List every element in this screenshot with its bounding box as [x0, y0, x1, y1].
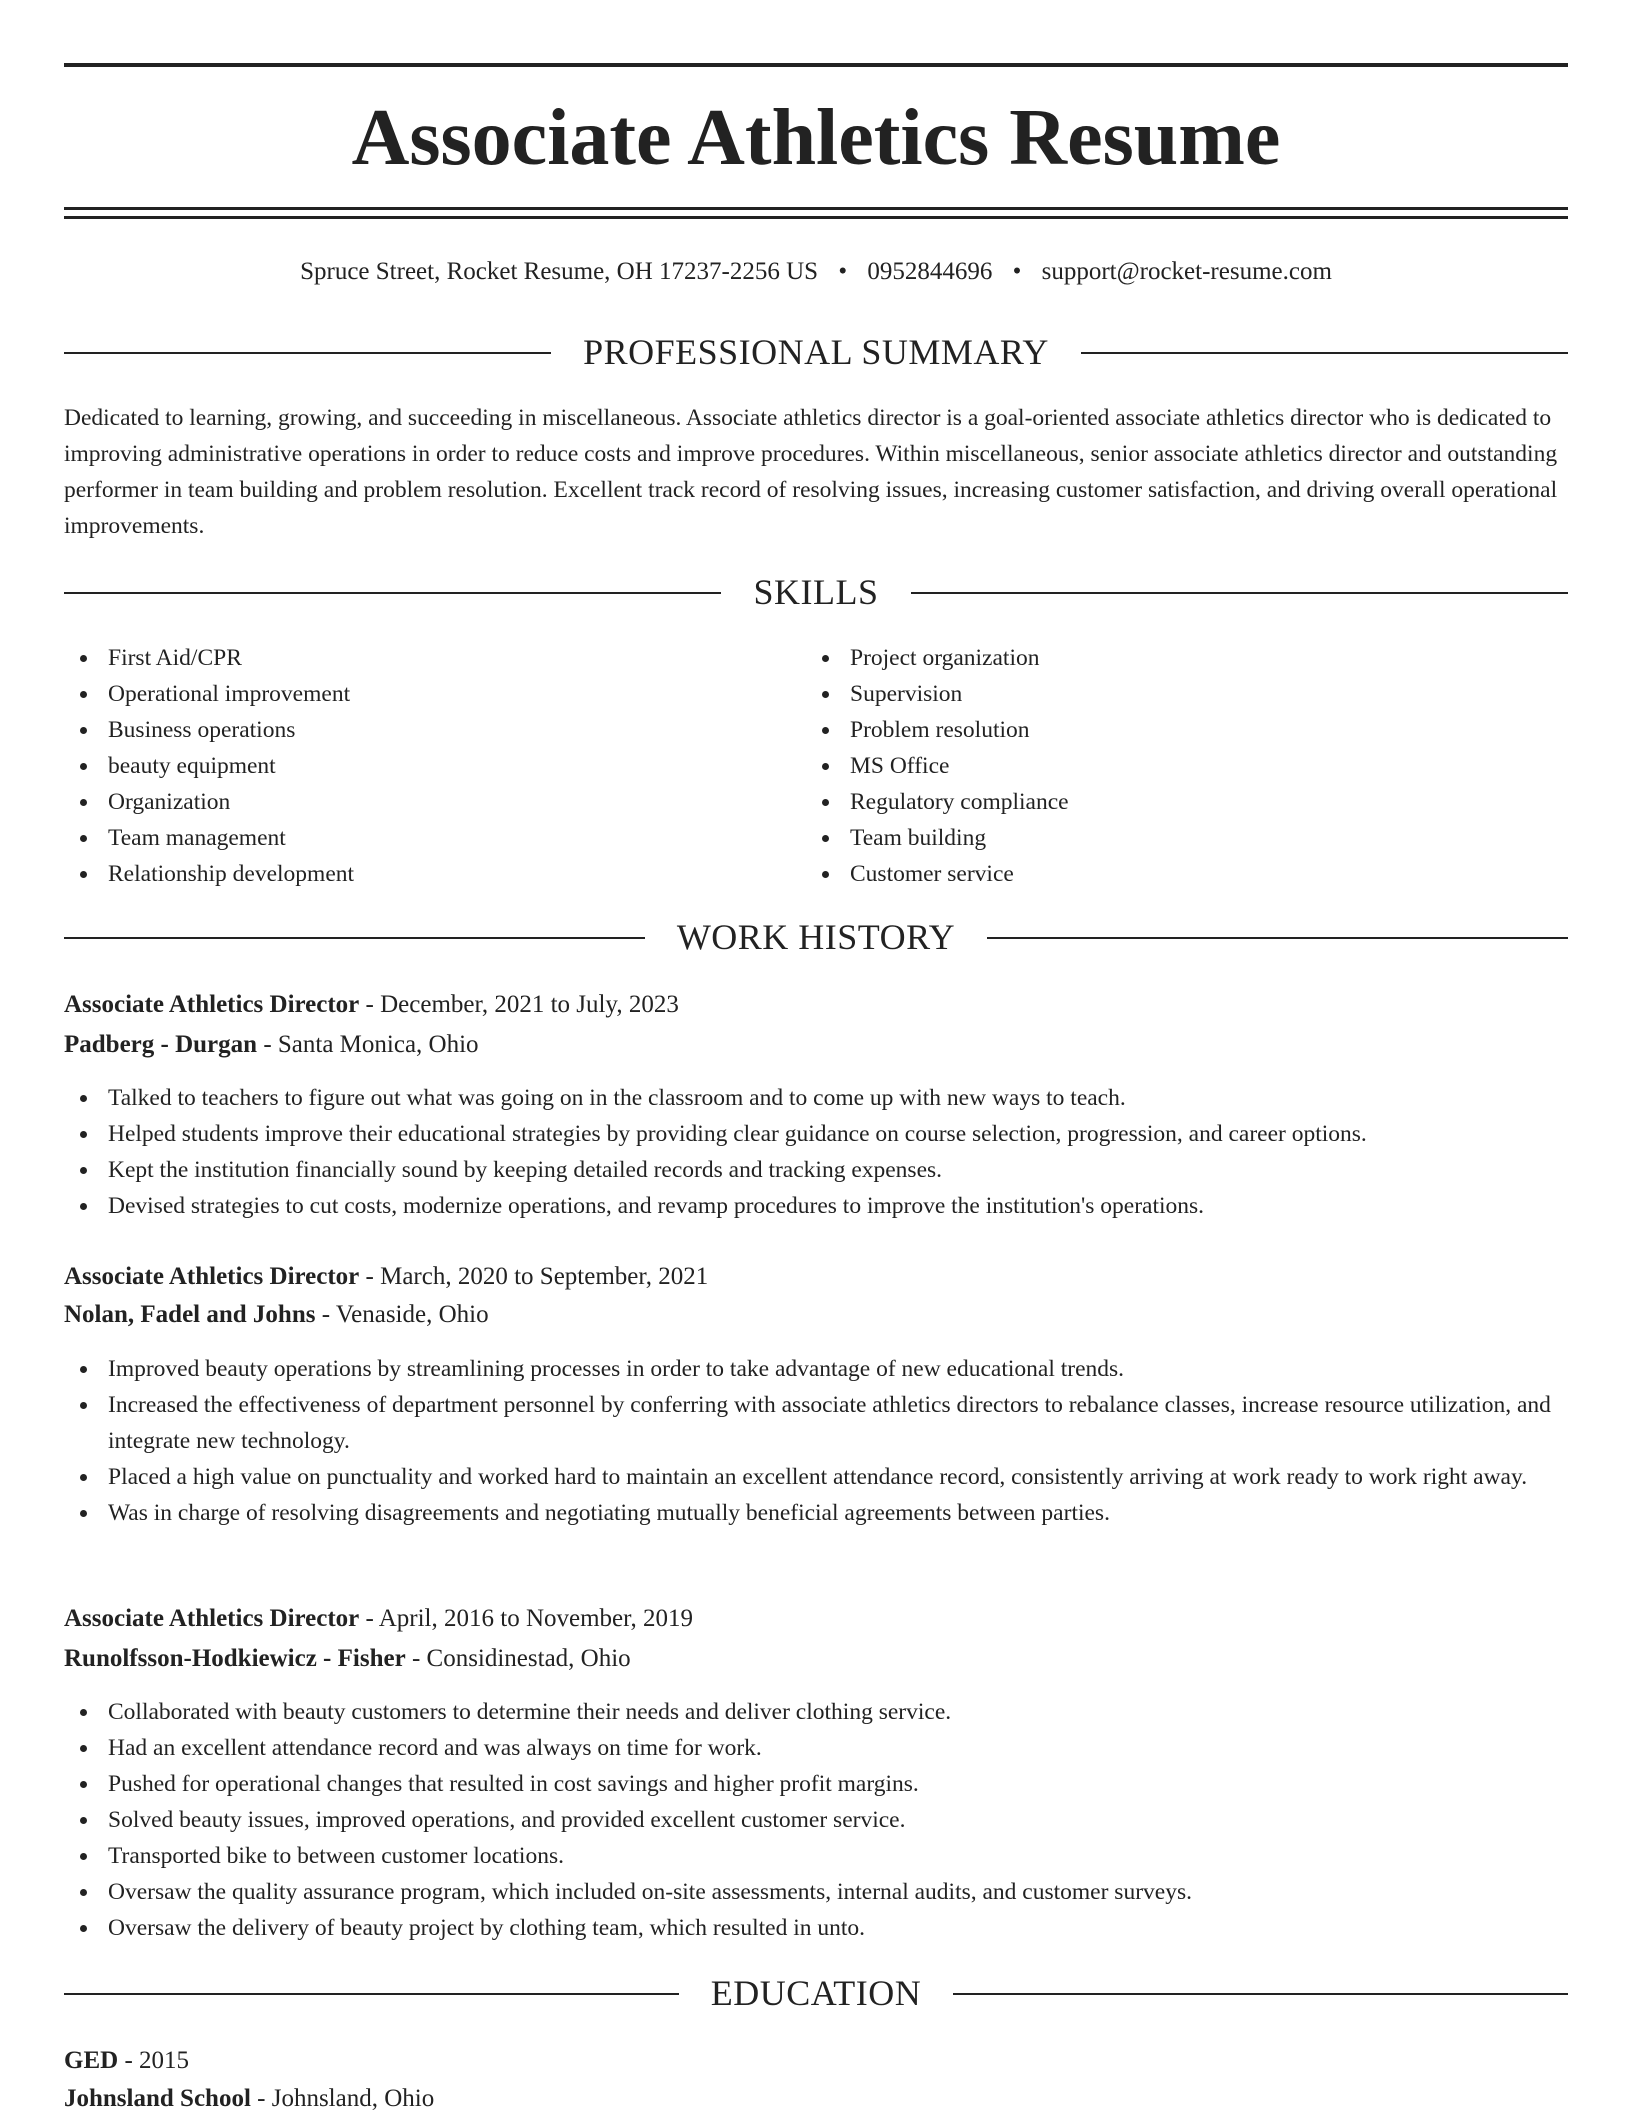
job-company: Runolfsson-Hodkiewicz - Fisher: [64, 1645, 406, 1672]
job-company: Padberg - Durgan: [64, 1031, 258, 1058]
contact-phone: 0952844696: [867, 258, 993, 285]
skill-item: Supervision: [806, 676, 1546, 712]
contact-address: Spruce Street, Rocket Resume, OH 17237-2256 US: [300, 258, 819, 285]
job-title-line: [64, 1601, 693, 1637]
skill-item: Business operations: [64, 712, 804, 748]
job-title: Associate Athletics Director: [64, 1605, 360, 1632]
skill-item: Organization: [64, 784, 804, 820]
job-dates: - April, 2016 to November, 2019: [365, 1605, 693, 1632]
job-bullet: Had an excellent attendance record and was always on time for work.: [64, 1730, 1568, 1766]
contact-separator: •: [838, 258, 848, 285]
skill-item: beauty equipment: [64, 748, 804, 784]
title-rule-upper: [64, 207, 1568, 210]
skill-item: Team management: [64, 820, 804, 856]
education-heading: [64, 1973, 1568, 2013]
job-bullet: Was in charge of resolving disagreements and negotiating mutually beneficial agreements between parties.: [64, 1495, 1568, 1531]
education-school: Johnsland School: [64, 2085, 251, 2112]
skills-heading-label: SKILLS: [721, 572, 910, 612]
job-company-line: [64, 1027, 479, 1063]
job-bullet: Solved beauty issues, improved operations, and provided excellent customer service.: [64, 1802, 1568, 1838]
skill-item: Project organization: [806, 640, 1546, 676]
skill-item: Operational improvement: [64, 676, 804, 712]
job-company-line: [64, 1641, 631, 1677]
education-year: - 2015: [124, 2047, 190, 2074]
job-title-line: [64, 987, 679, 1023]
job-bullet: Oversaw the quality assurance program, which included on-site assessments, internal audits, and customer surveys.: [64, 1874, 1568, 1910]
job-location: - Considinestad, Ohio: [411, 1645, 631, 1672]
skill-item: Customer service: [806, 856, 1546, 892]
job-location: - Santa Monica, Ohio: [263, 1031, 479, 1058]
job-bullet: Talked to teachers to figure out what was going on in the classroom and to come up with new ways to teach.: [64, 1080, 1568, 1116]
job-bullets: [64, 1694, 1568, 1946]
job-bullets: [64, 1351, 1568, 1531]
skill-item: First Aid/CPR: [64, 640, 804, 676]
job-title-line: [64, 1259, 708, 1295]
job-title: Associate Athletics Director: [64, 1263, 360, 1290]
contact-line: [64, 255, 1568, 289]
education-heading-label: EDUCATION: [679, 1973, 953, 2013]
skills-heading: [64, 572, 1568, 612]
skills-list-right: [806, 640, 1546, 892]
work-heading-label: WORK HISTORY: [645, 917, 987, 957]
job-dates: - March, 2020 to September, 2021: [365, 1263, 709, 1290]
education-degree: GED: [64, 2047, 119, 2074]
contact-separator: •: [1012, 258, 1022, 285]
education-school-line: [64, 2081, 434, 2112]
job-bullet: Improved beauty operations by streamlining processes in order to take advantage of new educational trends.: [64, 1351, 1568, 1387]
skill-item: MS Office: [806, 748, 1546, 784]
education-location: - Johnsland, Ohio: [257, 2085, 435, 2112]
work-heading: [64, 917, 1568, 957]
summary-text: Dedicated to learning, growing, and succeeding in miscellaneous. Associate athletics director is a goal-oriented associate athletics director who is dedicated to improving administrative operations in order to reduce costs and improve procedures. Within miscellaneous, senior associate athletics director and outstanding performer in team building and problem resolution. Excellent track record of resolving issues, increasing customer satisfaction, and driving overall operational improvements.: [64, 405, 1558, 539]
job-bullet: Increased the effectiveness of department personnel by conferring with associate athletics directors to rebalance classes, increase resource utilization, and integrate new technology.: [64, 1387, 1568, 1459]
summary-heading: [64, 332, 1568, 372]
job-title: Associate Athletics Director: [64, 991, 360, 1018]
skills-list-left: [64, 640, 804, 892]
job-bullet: Pushed for operational changes that resulted in cost savings and higher profit margins.: [64, 1766, 1568, 1802]
summary-heading-label: PROFESSIONAL SUMMARY: [551, 332, 1081, 372]
job-dates: - December, 2021 to July, 2023: [365, 991, 679, 1018]
skill-item: Team building: [806, 820, 1546, 856]
skill-item: Relationship development: [64, 856, 804, 892]
contact-email: support@rocket-resume.com: [1041, 258, 1332, 285]
resume-title: Associate Athletics Resume: [351, 94, 1281, 182]
job-bullet: Transported bike to between customer locations.: [64, 1838, 1568, 1874]
job-bullet: Devised strategies to cut costs, modernize operations, and revamp procedures to improve the institution's operations.: [64, 1188, 1568, 1224]
job-location: - Venaside, Ohio: [321, 1301, 489, 1328]
job-bullet: Collaborated with beauty customers to determine their needs and deliver clothing service.: [64, 1694, 1568, 1730]
job-company-line: [64, 1297, 489, 1333]
job-bullets: [64, 1080, 1568, 1224]
job-bullet: Placed a high value on punctuality and worked hard to maintain an excellent attendance record, consistently arriving at work ready to work right away.: [64, 1459, 1568, 1495]
title-rule-lower: [64, 216, 1568, 219]
job-bullet: Oversaw the delivery of beauty project by clothing team, which resulted in unto.: [64, 1910, 1568, 1946]
job-company: Nolan, Fadel and Johns: [64, 1301, 316, 1328]
skill-item: Regulatory compliance: [806, 784, 1546, 820]
top-rule: [64, 63, 1568, 67]
skill-item: Problem resolution: [806, 712, 1546, 748]
job-bullet: Helped students improve their educational strategies by providing clear guidance on course selection, progression, and career options.: [64, 1116, 1568, 1152]
job-bullet: Kept the institution financially sound by keeping detailed records and tracking expenses.: [64, 1152, 1568, 1188]
education-degree-line: [64, 2043, 189, 2079]
